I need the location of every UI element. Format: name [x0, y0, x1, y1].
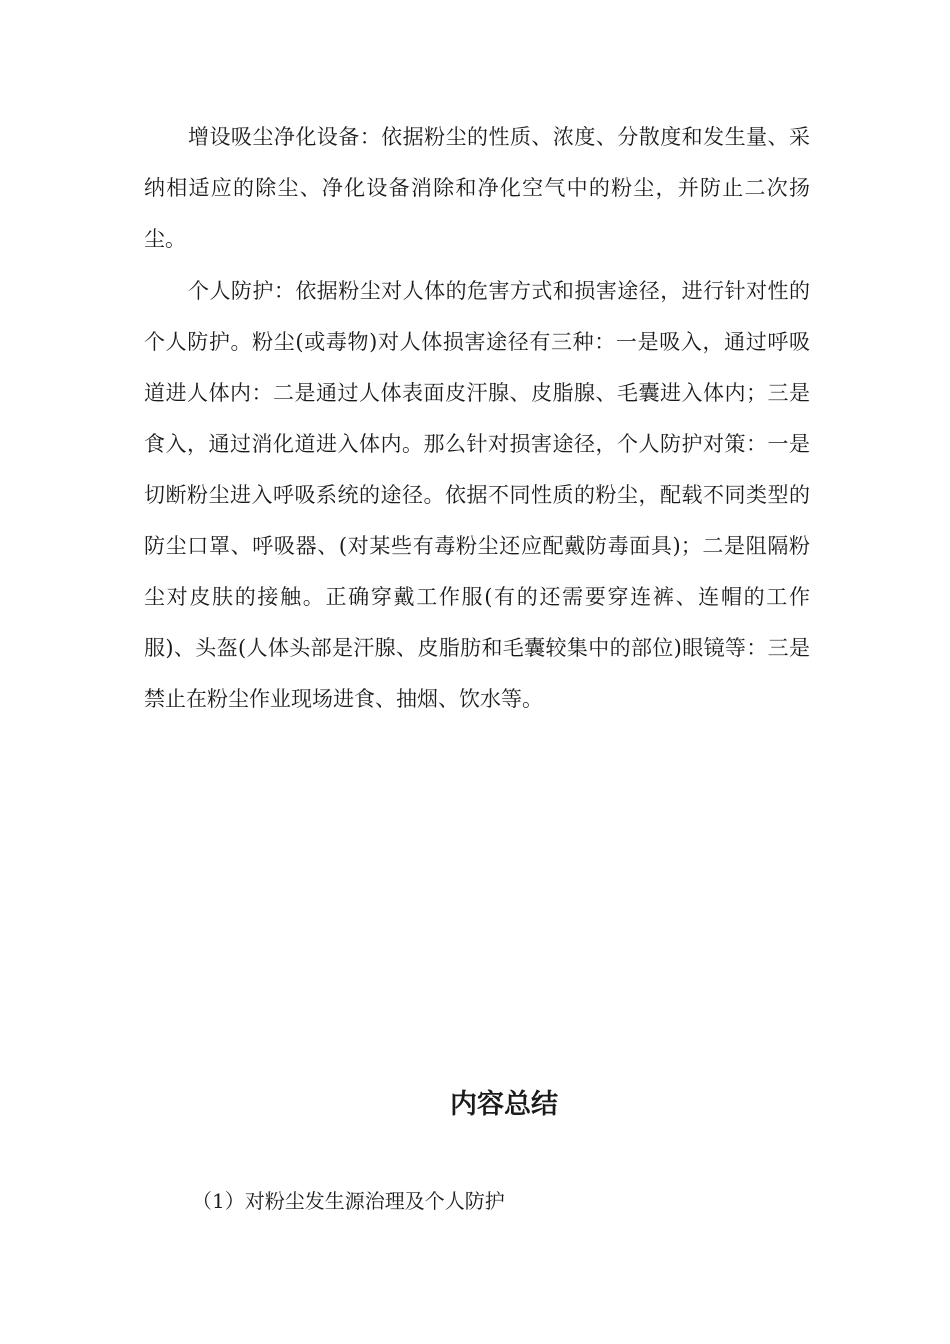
- paragraph-dust-purification-equipment: 增设吸尘净化设备：依据粉尘的性质、浓度、分散度和发生量、采纳相适应的除尘、净化设备消除和净化空气中的粉尘，并防止二次扬尘。: [144, 125, 810, 251]
- section-title-summary: 内容总结: [450, 1089, 558, 1120]
- paragraph-personal-protection: 个人防护：依据粉尘对人体的危害方式和损害途径，进行针对性的个人防护。粉尘(或毒物)对人体损害途径有三种：一是吸入，通过呼吸道进人体内：二是通过人体表面皮汗腺、皮脂腺、毛囊进入体内；三是食入，通过消化道进入体内。那么针对损害途径，个人防护对策：一是切断粉尘进入呼吸系统的途径。依据不同性质的粉尘，配载不同类型的防尘口罩、呼吸器、(对某些有毒粉尘还应配戴防毒面具)；二是阻隔粉尘对皮肤的接触。正确穿戴工作服(有的还需要穿连裤、连帽的工作服)、头盔(人体头部是汗腺、皮脂肪和毛囊较集中的部位)眼镜等：三是禁止在粉尘作业现场进食、抽烟、饮水等。: [144, 279, 810, 711]
- summary-item: （1）对粉尘发生源治理及个人防护: [192, 1189, 505, 1213]
